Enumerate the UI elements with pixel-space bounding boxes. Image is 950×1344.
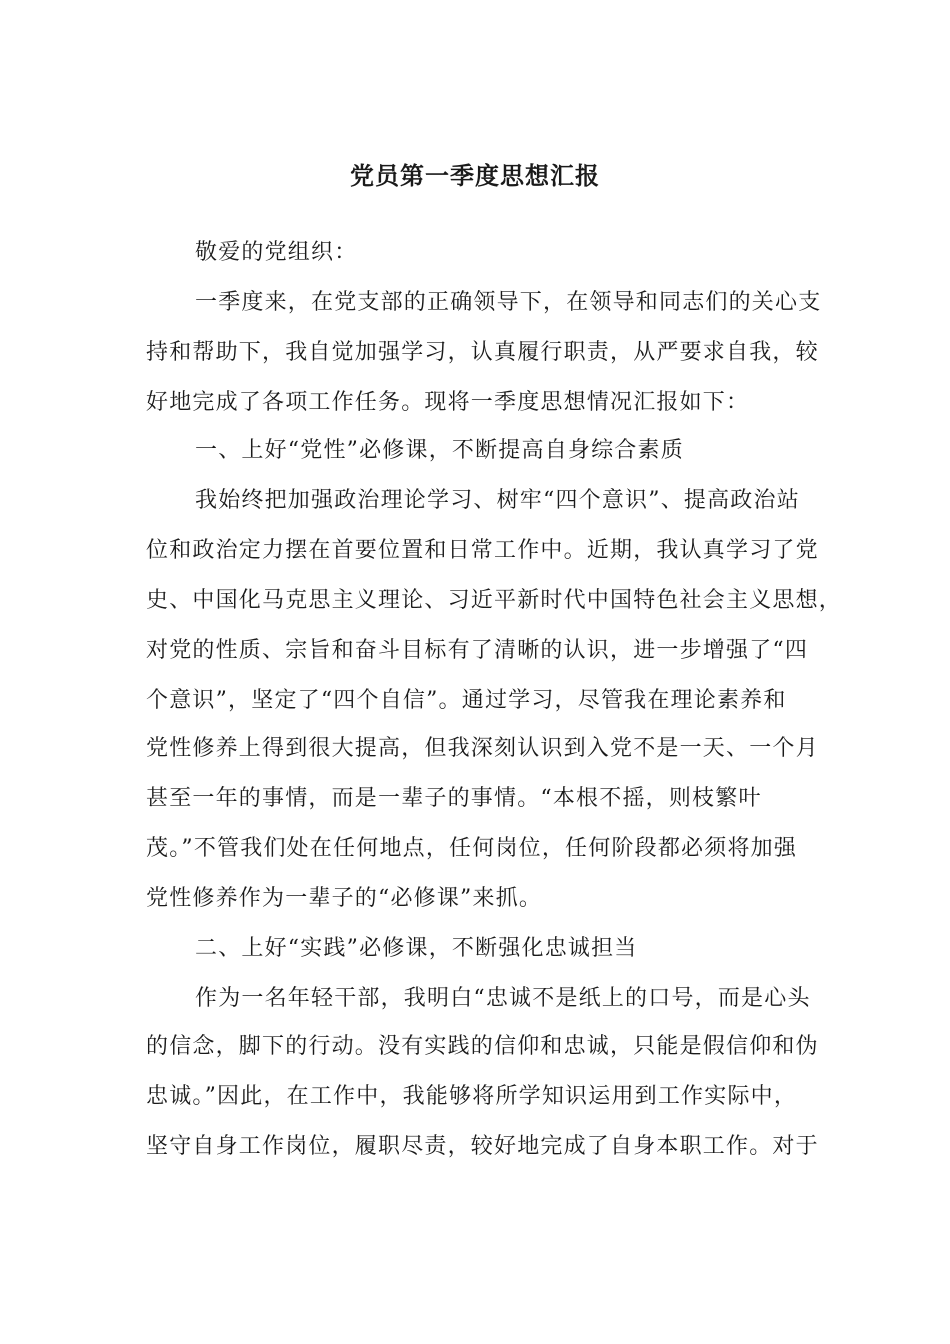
body-line: 忠诚。”因此，在工作中，我能够将所学知识运用到工作实际中， bbox=[146, 1084, 798, 1109]
body-line: 持和帮助下，我自觉加强学习，认真履行职责，从严要求自我，较 bbox=[146, 340, 819, 365]
body-line: 的信念，脚下的行动。没有实践的信仰和忠诚，只能是假信仰和伪 bbox=[146, 1034, 819, 1059]
body-line: 一季度来，在党支部的正确领导下，在领导和同志们的关心支 bbox=[195, 290, 822, 315]
document-title: 党员第一季度思想汇报 bbox=[350, 161, 600, 190]
body-line: 茂。”不管我们处在任何地点，任何岗位，任何阶段都必须将加强 bbox=[146, 836, 798, 861]
salutation: 敬爱的党组织： bbox=[195, 240, 358, 265]
body-line: 坚守自身工作岗位，履职尽责，较好地完成了自身本职工作。对于 bbox=[146, 1134, 819, 1159]
body-line: 史、中国化马克思主义理论、习近平新时代中国特色社会主义思想， bbox=[146, 588, 843, 613]
body-line: 党性修养作为一辈子的“必修课”来抓。 bbox=[146, 886, 543, 911]
section-heading-1: 一、上好“党性”必修课，不断提高自身综合素质 bbox=[195, 438, 684, 463]
body-line: 我始终把加强政治理论学习、树牢“四个意识”、提高政治站 bbox=[195, 488, 800, 513]
body-line: 作为一名年轻干部，我明白“忠诚不是纸上的口号，而是心头 bbox=[195, 986, 811, 1011]
body-line: 甚至一年的事情，而是一辈子的事情。“本根不摇，则枝繁叶 bbox=[146, 786, 762, 811]
section-heading-2: 二、上好“实践”必修课，不断强化忠诚担当 bbox=[195, 936, 638, 961]
body-line: 对党的性质、宗旨和奋斗目标有了清晰的认识，进一步增强了“四 bbox=[146, 638, 809, 663]
body-line: 好地完成了各项工作任务。现将一季度思想情况汇报如下： bbox=[146, 390, 750, 415]
body-line: 位和政治定力摆在首要位置和日常工作中。近期，我认真学习了党 bbox=[146, 538, 819, 563]
body-line: 个意识”，坚定了“四个自信”。通过学习，尽管我在理论素养和 bbox=[146, 688, 787, 713]
body-line: 党性修养上得到很大提高，但我深刻认识到入党不是一天、一个月 bbox=[146, 736, 819, 761]
